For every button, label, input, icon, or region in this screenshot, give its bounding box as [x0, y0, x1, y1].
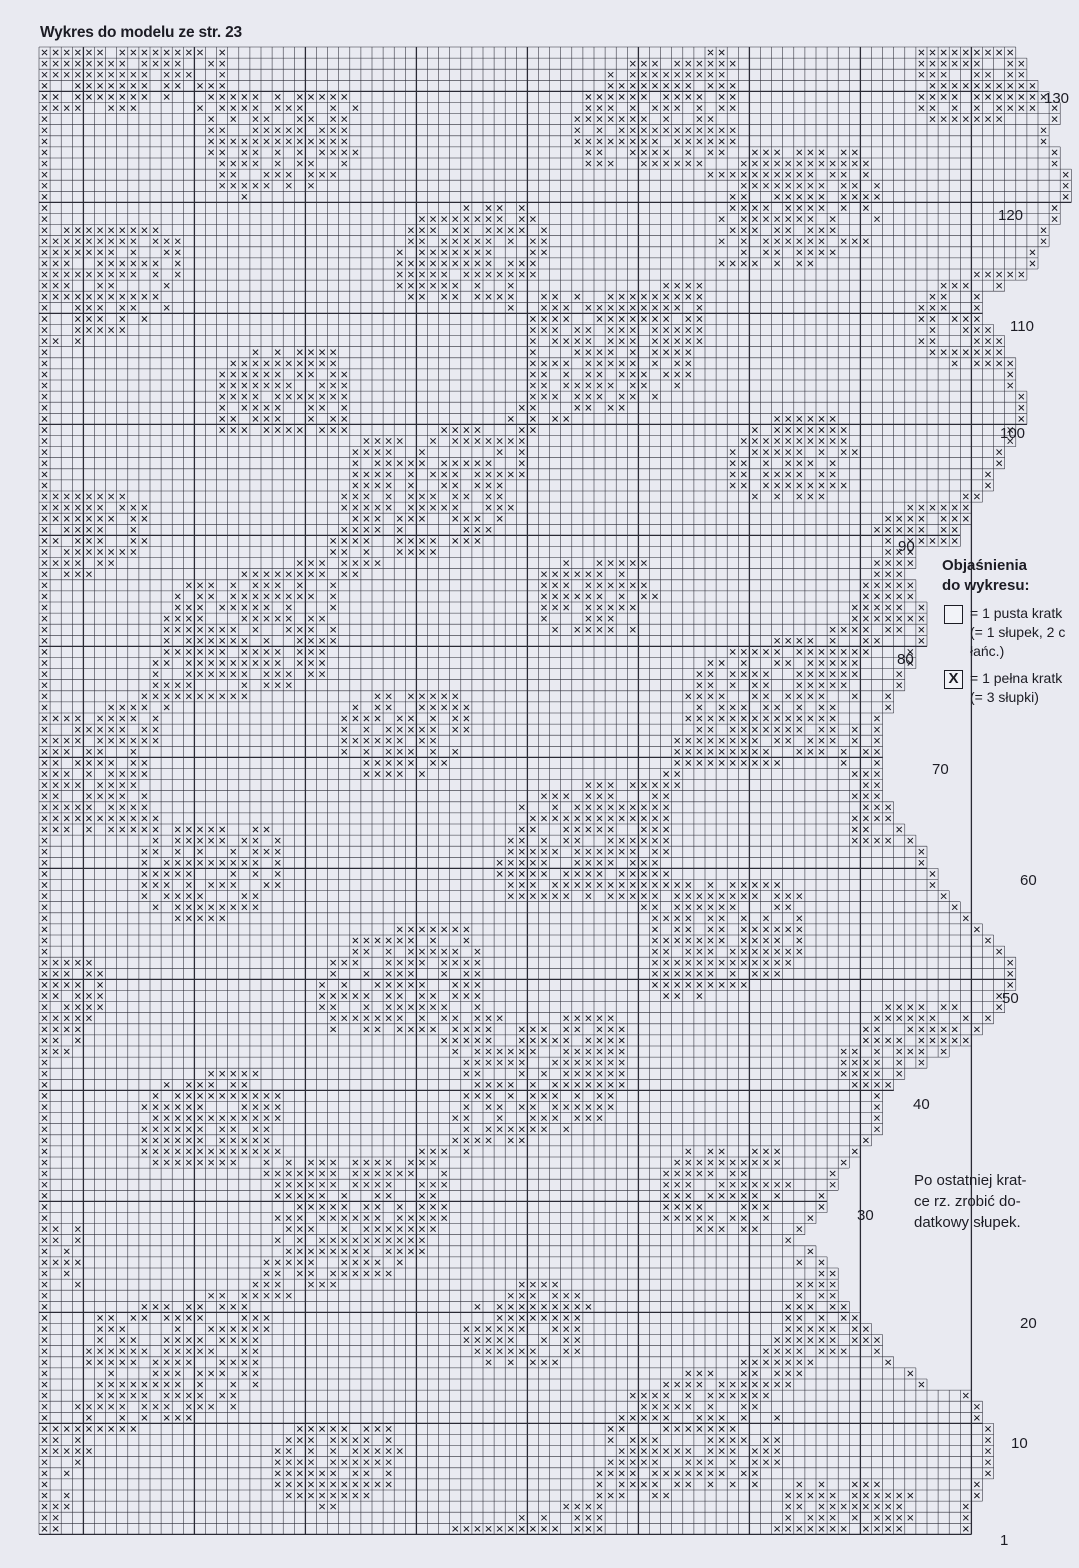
row-label-30: 30 [857, 1207, 874, 1224]
legend-item-empty [942, 604, 1079, 661]
row-label-60: 60 [1020, 872, 1037, 889]
row-label-110: 110 [1010, 318, 1034, 335]
chart-note [914, 1170, 1054, 1233]
row-label-80: 80 [897, 651, 914, 668]
empty-square-icon [944, 605, 963, 624]
legend-title [942, 556, 1079, 596]
row-label-10: 10 [1011, 1435, 1028, 1452]
legend-title-line1: Objaśnienia [942, 557, 1028, 574]
row-label-70: 70 [932, 761, 949, 778]
grid-lines [39, 47, 1071, 1534]
legend-empty-line1: = 1 pusta kratk [970, 605, 1063, 621]
row-label-1: 1 [1000, 1532, 1009, 1549]
row-label-50: 50 [1002, 990, 1019, 1007]
legend-title-line2: do wykresu: [942, 577, 1030, 594]
row-label-90: 90 [898, 538, 915, 555]
row-label-120: 120 [998, 207, 1024, 224]
legend-full-line2: (= 3 słupki) [970, 689, 1039, 705]
legend-empty-line2: (= 1 słupek, 2 c [970, 624, 1066, 640]
note-line3: datkowy słupek. [914, 1214, 1021, 1231]
note-line1: Po ostatniej krat- [914, 1172, 1027, 1189]
legend-empty-line3: łańc.) [970, 643, 1005, 659]
row-label-20: 20 [1020, 1315, 1037, 1332]
row-label-130: 130 [1044, 90, 1070, 107]
note-line2: ce rz. zrobić do- [914, 1193, 1021, 1210]
row-label-40: 40 [913, 1096, 930, 1113]
row-label-100: 100 [1000, 425, 1026, 442]
legend-full-line1: = 1 pełna kratk [970, 670, 1063, 686]
page-title: Wykres do modelu ze str. 23 [40, 24, 242, 41]
legend [942, 556, 1079, 707]
filled-square-icon: X [944, 670, 963, 689]
legend-item-full [942, 669, 1079, 707]
